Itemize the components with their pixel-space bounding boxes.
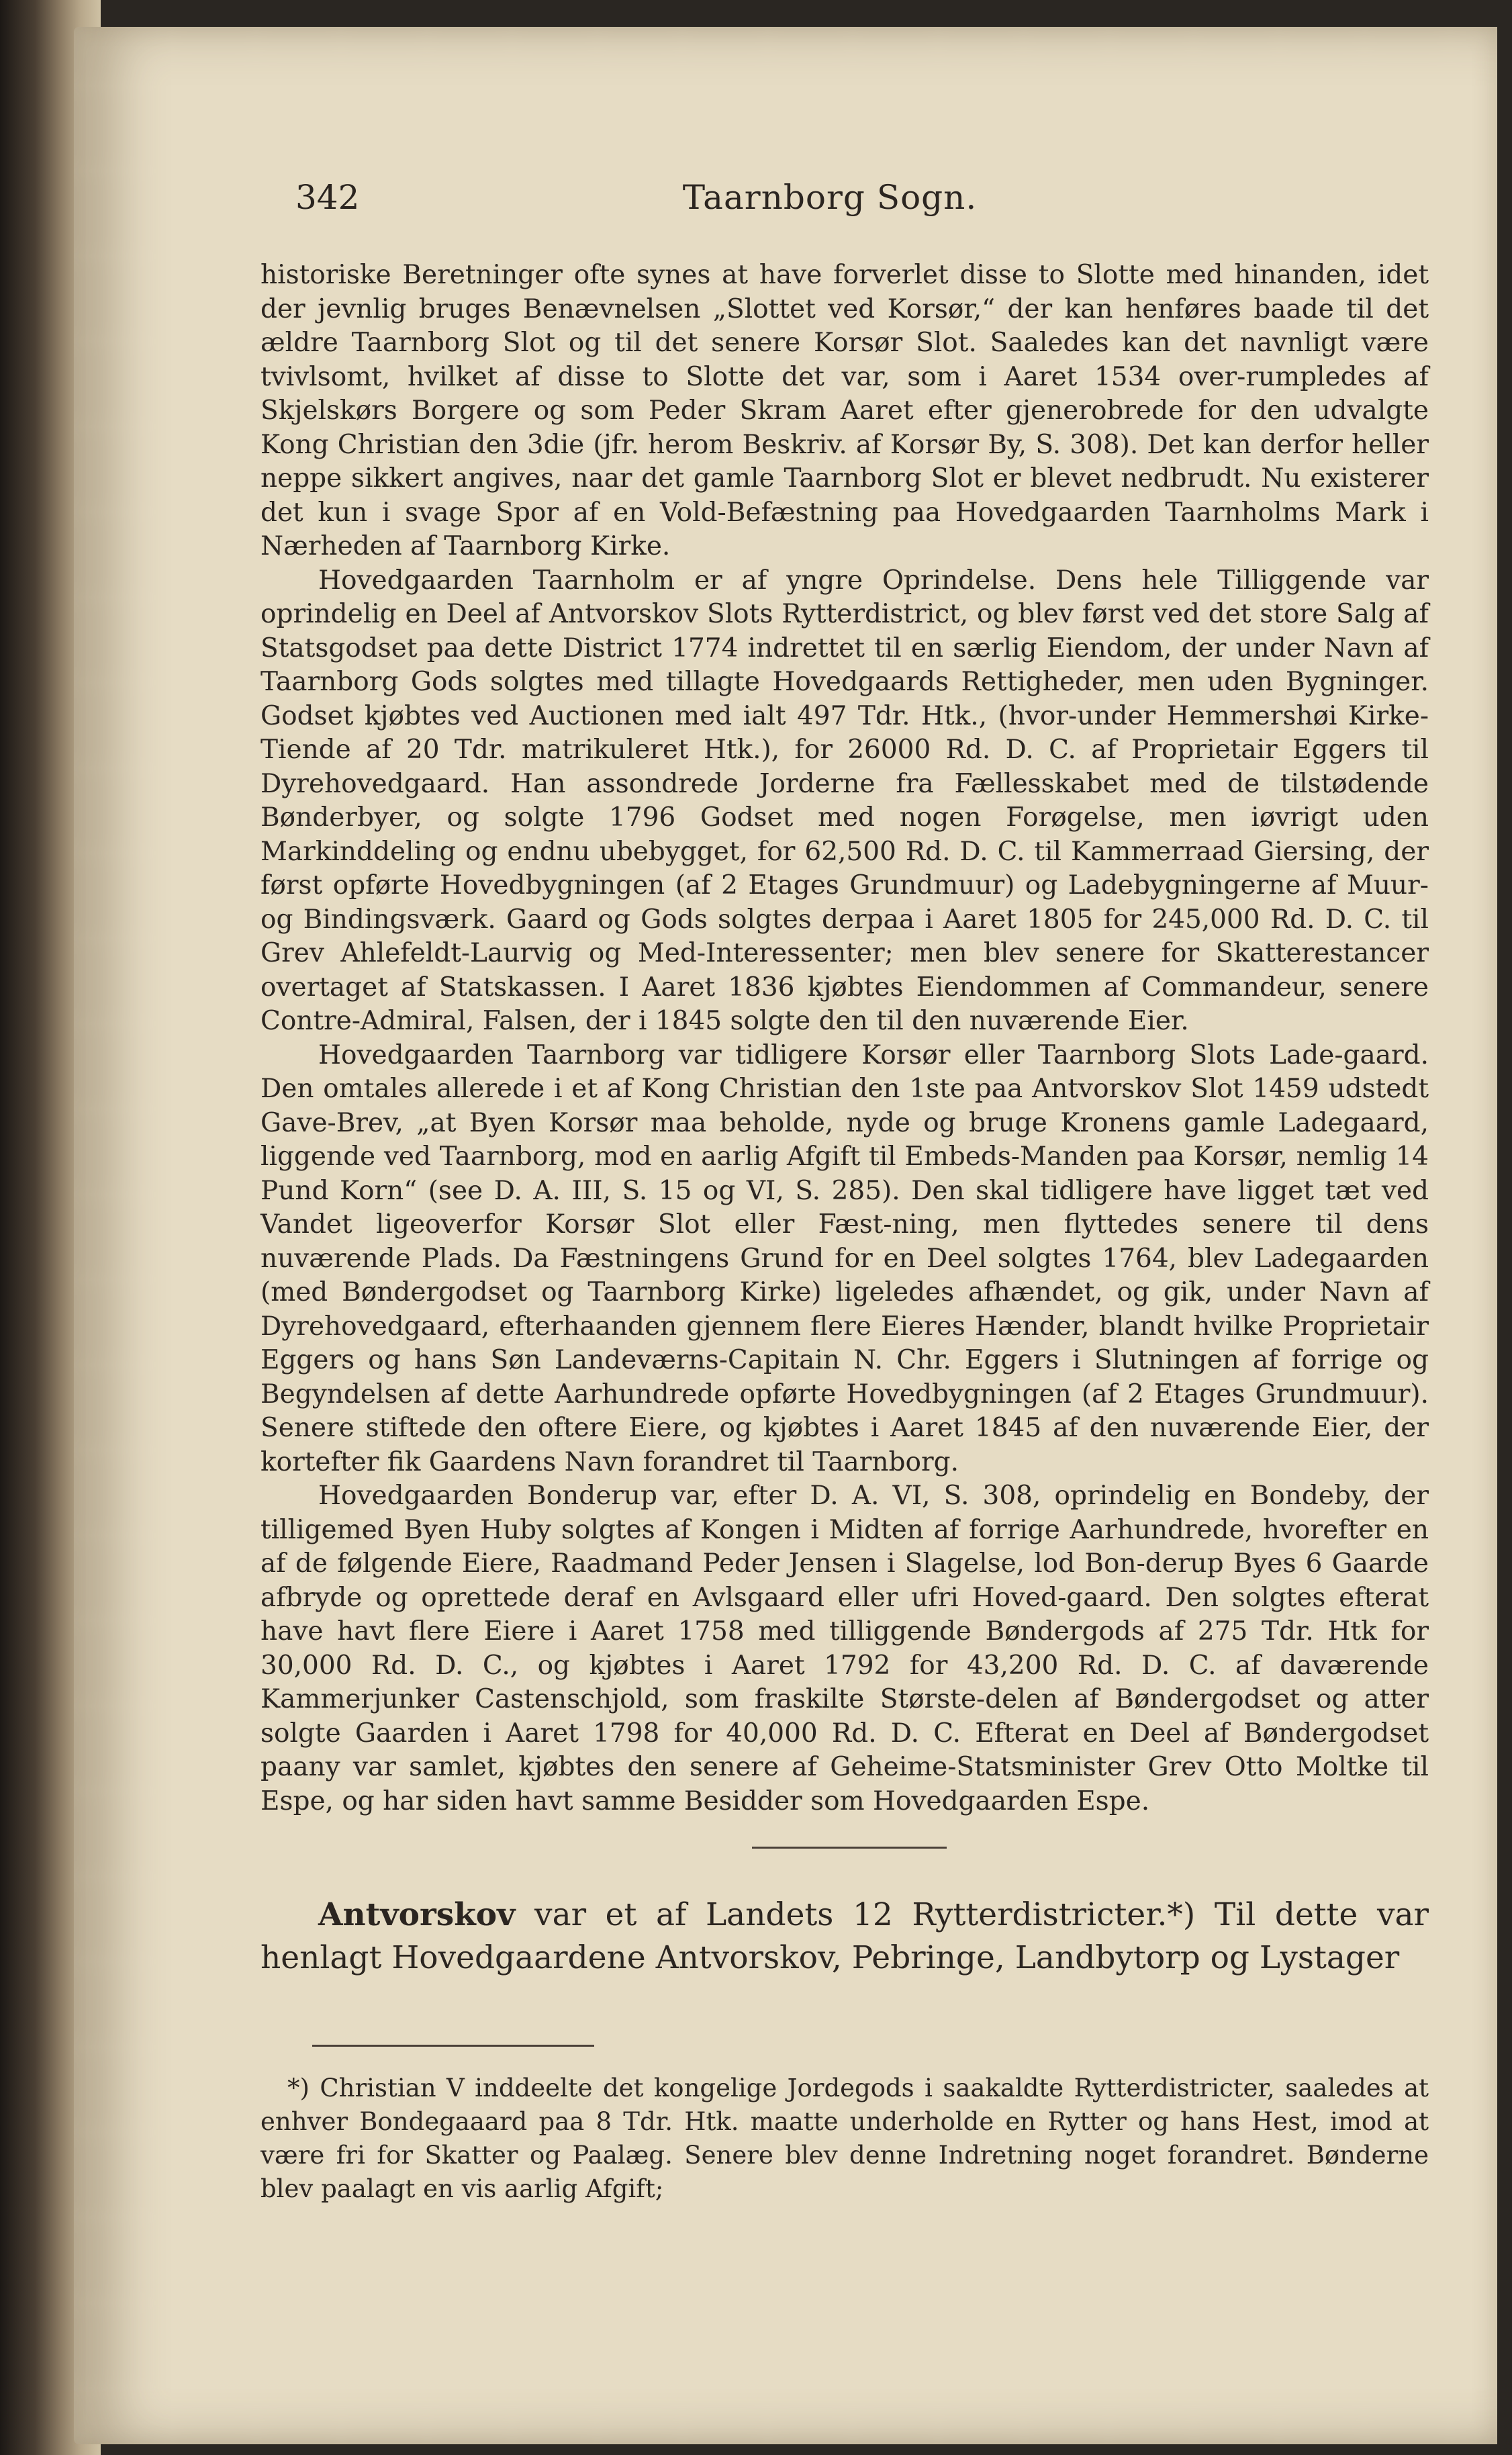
footnote [261,2072,1429,2206]
footnote-rule [312,2045,594,2047]
paragraph-taarnborg: Hovedgaarden Taarnborg var tidligere Korsør eller Taarnborg Slots Lade-gaard. Den omtales allerede i et af Kong Christian den 1ste paa Antvorskov Slot 1459 udstedt Gave-Brev, „at Byen Korsør maa beholde, nyde og bruge Kronens gamle Ladegaard, liggende ved Taarnborg, mod en aarlig Afgift til Embeds-Manden paa Korsør, nemlig 14 Pund Korn“ (see D. A. III, S. 15 og VI, S. 285). Den skal tidligere have ligget tæt ved Vandet ligeoverfor Korsør Slot eller Fæst-ning, men flyttedes senere til dens nuværende Plads. Da Fæstningens Grund for en Deel solgtes 1764, blev Ladegaarden (med Bøndergodset og Taarnborg Kirke) ligeledes afhændet, og gik, under Navn af Dyrehovedgaard, efterhaanden gjennem flere Eieres Hænder, blandt hvilke Proprietair Eggers og hans Søn Landeværns-Capitain N. Chr. Eggers i Slutningen af forrige og Begyndelsen af dette Aarhundrede opførte Hovedbygningen (af 2 Etages Grundmuur). Senere stiftede den oftere Eiere, og kjøbtes i Aaret 1845 af den nuværende Eier, der kortefter fik Gaardens Navn forandret til Taarnborg. [261,1039,1429,1477]
body-text [261,259,1429,1818]
page-header [222,178,1438,218]
page-number: 342 [295,178,360,217]
section-antvorskov [261,1894,1429,1980]
section-heading: Antvorskov [318,1896,516,1933]
section-divider [752,1847,947,1849]
section-text: var et af Landets 12 Rytterdistricter.*) Til dette var henlagt Hovedgaardene Antvorskov, Pebringe, Landbytorp og Lystager [261,1896,1429,1976]
paragraph-taarnholm: Hovedgaarden Taarnholm er af yngre Oprindelse. Dens hele Tilliggende var oprindelig en Deel af Antvorskov Slots Rytterdistrict, og blev først ved det store Salg af Statsgodset paa dette District 1774 indrettet til en særlig Eiendom, der under Navn af Taarnborg Gods solgtes med tillagte Hovedgaards Rettigheder, men uden Bygninger. Godset kjøbtes ved Auctionen med ialt 497 Tdr. Htk., (hvor-under Hemmershøi Kirke-Tiende af 20 Tdr. matrikuleret Htk.), for 26000 Rd. D. C. af Proprietair Eggers til Dyrehovedgaard. Han assondrede Jorderne fra Fællesskabet med de tilstødende Bønderbyer, og solgte 1796 Godset med nogen Forøgelse, men iøvrigt uden Markinddeling og endnu ubebygget, for 62,500 Rd. D. C. til Kammerraad Giersing, der først opførte Hovedbygningen (af 2 Etages Grundmuur) og Ladebygningerne af Muur- og Bindingsværk. Gaard og Gods solgtes derpaa i Aaret 1805 for 245,000 Rd. D. C. til Grev Ahlefeldt-Laurvig og Med-Interessenter; men blev senere for Skatterestancer overtaget af Statskassen. I Aaret 1836 kjøbtes Eiendommen af Commandeur, senere Contre-Admiral, Falsen, der i 1845 solgte den til den nuværende Eier. [261,565,1429,1036]
paragraph-1: historiske Beretninger ofte synes at have forverlet disse to Slotte med hinanden, idet der jevnlig bruges Benævnelsen „Slottet ved Korsør,“ der kan henføres baade til det ældre Taarnborg Slot og til det senere Korsør Slot. Saaledes kan det navnligt være tvivlsomt, hvilket af disse to Slotte det var, som i Aaret 1534 over-rumpledes af Skjelskørs Borgere og som Peder Skram Aaret efter gjenerobrede for den udvalgte Kong Christian den 3die (jfr. herom Beskriv. af Korsør By, S. 308). Det kan derfor heller neppe sikkert angives, naar det gamle Taarnborg Slot er blevet nedbrudt. Nu existerer det kun i svage Spor af en Vold-Befæstning paa Hovedgaarden Taarnholms Mark i Nærheden af Taarnborg Kirke. [261,260,1429,561]
paragraph-bonderup: Hovedgaarden Bonderup var, efter D. A. VI, S. 308, oprindelig en Bondeby, der tilligemed Byen Huby solgtes af Kongen i Midten af forrige Aarhundrede, hvorefter en af de følgende Eiere, Raadmand Peder Jensen i Slagelse, lod Bon-derup Byes 6 Gaarde afbryde og oprettede deraf en Avlsgaard eller ufri Hoved-gaard. Den solgtes efterat have havt flere Eiere i Aaret 1758 med tilliggende Bøndergods af 275 Tdr. Htk for 30,000 Rd. D. C., og kjøbtes i Aaret 1792 for 43,200 Rd. D. C. af daværende Kammerjunker Castenschjold, som fraskilte Største-delen af Bøndergodset og atter solgte Gaarden i Aaret 1798 for 40,000 Rd. D. C. Efterat en Deel af Bøndergodset paany var samlet, kjøbtes den senere af Geheime-Statsminister Grev Otto Moltke til Espe, og har siden havt samme Besidder som Hovedgaarden Espe. [261,1481,1429,1816]
section-paragraph [261,1894,1429,1980]
footnote-text: *) Christian V inddeelte det kongelige Jordegods i saakaldte Rytterdistricter, saaledes at enhver Bondegaaard paa 8 Tdr. Htk. maatte underholde en Rytter og hans Hest, imod at være fri for Skatter og Paalæg. Senere blev denne Indretning noget forandret. Bønderne blev paalagt en vis aarlig Afgift; [261,2074,1429,2203]
running-head: Taarnborg Sogn. [682,178,978,217]
